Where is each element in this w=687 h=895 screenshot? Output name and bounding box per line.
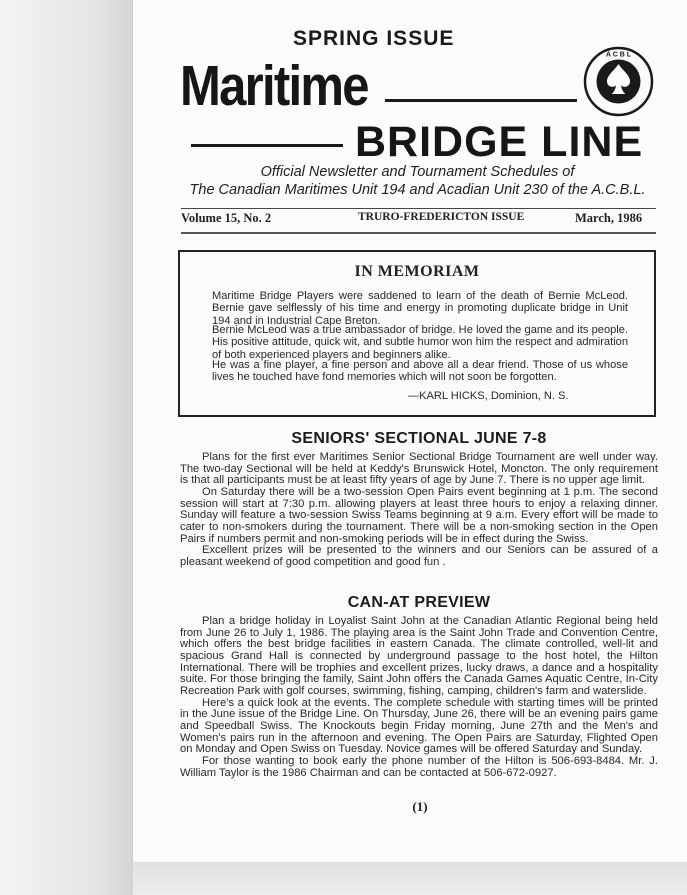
issue-date: March, 1986 — [575, 211, 643, 225]
subtitle-line-1: Official Newsletter and Tournament Schedules of — [260, 164, 575, 180]
masthead-title-bridge-line: BRIDGE LINE — [355, 118, 644, 166]
issue-name: TRURO-FREDERICTON ISSUE — [358, 211, 525, 223]
subtitle-line-2: The Canadian Maritimes Unit 194 and Acadian Unit 230 of the A.C.B.L. — [189, 182, 646, 198]
memoriam-paragraph-3: He was a fine player, a fine person and above all a dear friend. Those of us whose lives he touched have fond memories which will not soon be forgotten. — [212, 359, 628, 384]
canat-paragraph-2: Here's a quick look at the events. The complete schedule with starting times will be printed in the June issue of the Bridge Line. On Thursday, June 26, there will be an evening pairs game and Speedball Swiss. The Knockouts begin Friday morning, June 27th and the Men's and Women's pairs run in the afternoon and evening. The Open Pairs are Saturday, Flighted Open on Monday and Open Swiss on Tuesday. Novice games will be offered Saturday and Sunday. — [180, 696, 658, 756]
seniors-article — [180, 452, 658, 569]
svg-text:A C B L: A C B L — [605, 51, 632, 59]
scan-bottom-margin — [133, 862, 687, 895]
seniors-paragraph-1: Plans for the first ever Maritimes Senior Sectional Bridge Tournament are well under way. The two-day Sectional will be held at Keddy's Brunswick Hotel, Moncton. The only requirement is that all participants must be at least fifty years of age by June 7. There is no upper age limit. — [180, 451, 658, 487]
memoriam-signature: —KARL HICKS, Dominion, N. S. — [408, 390, 569, 402]
masthead-rule-upper — [385, 99, 577, 102]
memoriam-paragraph-1: Maritime Bridge Players were saddened to learn of the death of Bernie McLeod. Bernie gave selflessly of his time and energy in promoting duplicate bridge in Unit 194 and in Industrial Cape Breton. — [212, 290, 628, 327]
memoriam-paragraph-2: Bernie McLeod was a true ambassador of bridge. He loved the game and its people. His positive attitude, quick wit, and subtle humor won him the respect and admiration of both experienced players and beginners alike. — [212, 324, 628, 361]
canat-article — [180, 616, 658, 779]
seniors-paragraph-3: Excellent prizes will be presented to the winners and our Seniors can be assured of a pleasant weekend of good competition and good fun . — [180, 544, 658, 568]
acbl-logo — [583, 46, 654, 117]
canat-heading: CAN-AT PREVIEW — [347, 594, 491, 611]
seniors-heading: SENIORS' SECTIONAL JUNE 7-8 — [291, 430, 547, 447]
scan-background — [0, 0, 133, 895]
seniors-paragraph-2: On Saturday there will be a two-session Open Pairs event beginning at 1 p.m. The second session will start at 7:30 p.m. allowing players at least three hours to enjoy a relaxing dinner. Sunday will feature a two-session Swiss Teams beginning at 9 a.m. Every effort will be made to cater to non-smokers during the tournament. There will be a non-smoking section in the Open Pairs if numbers permit and non-smoking periods will be in effect during the Swiss. — [180, 485, 658, 545]
canat-paragraph-3: For those wanting to book early the phone number of the Hilton is 506-693-8484. Mr. J. William Taylor is the 1986 Chairman and can be contacted at 506-672-0927. — [180, 754, 658, 779]
canat-paragraph-1: Plan a bridge holiday in Loyalist Saint John at the Canadian Atlantic Regional being held from June 26 to July 1, 1986. The playing area is the Saint John Trade and Convention Centre, which offers the best bridge facilities in eastern Canada. The climate controlled, well-lit and spacious Grand Hall is connected by underground passage to the host hotel, the Hilton International. There will be trophies and excellent prizes, lucky draws, a dance and a hospitality suite. For those bringing the family, Saint John offers the Canada Games Aquatic Centre, In-City Recreation Park with golf courses, swimming, fishing, camping, children's farm and waterslide. — [180, 615, 658, 697]
masthead-title-maritime: Maritime — [180, 54, 368, 118]
page-number: (1) — [412, 799, 428, 814]
dateline-top-rule — [181, 208, 656, 209]
masthead-rule-lower — [191, 144, 343, 147]
dateline-bottom-rule — [181, 232, 656, 234]
memoriam-title: IN MEMORIAM — [354, 263, 480, 280]
issue-label: SPRING ISSUE — [293, 27, 455, 50]
volume-number: Volume 15, No. 2 — [181, 211, 272, 225]
